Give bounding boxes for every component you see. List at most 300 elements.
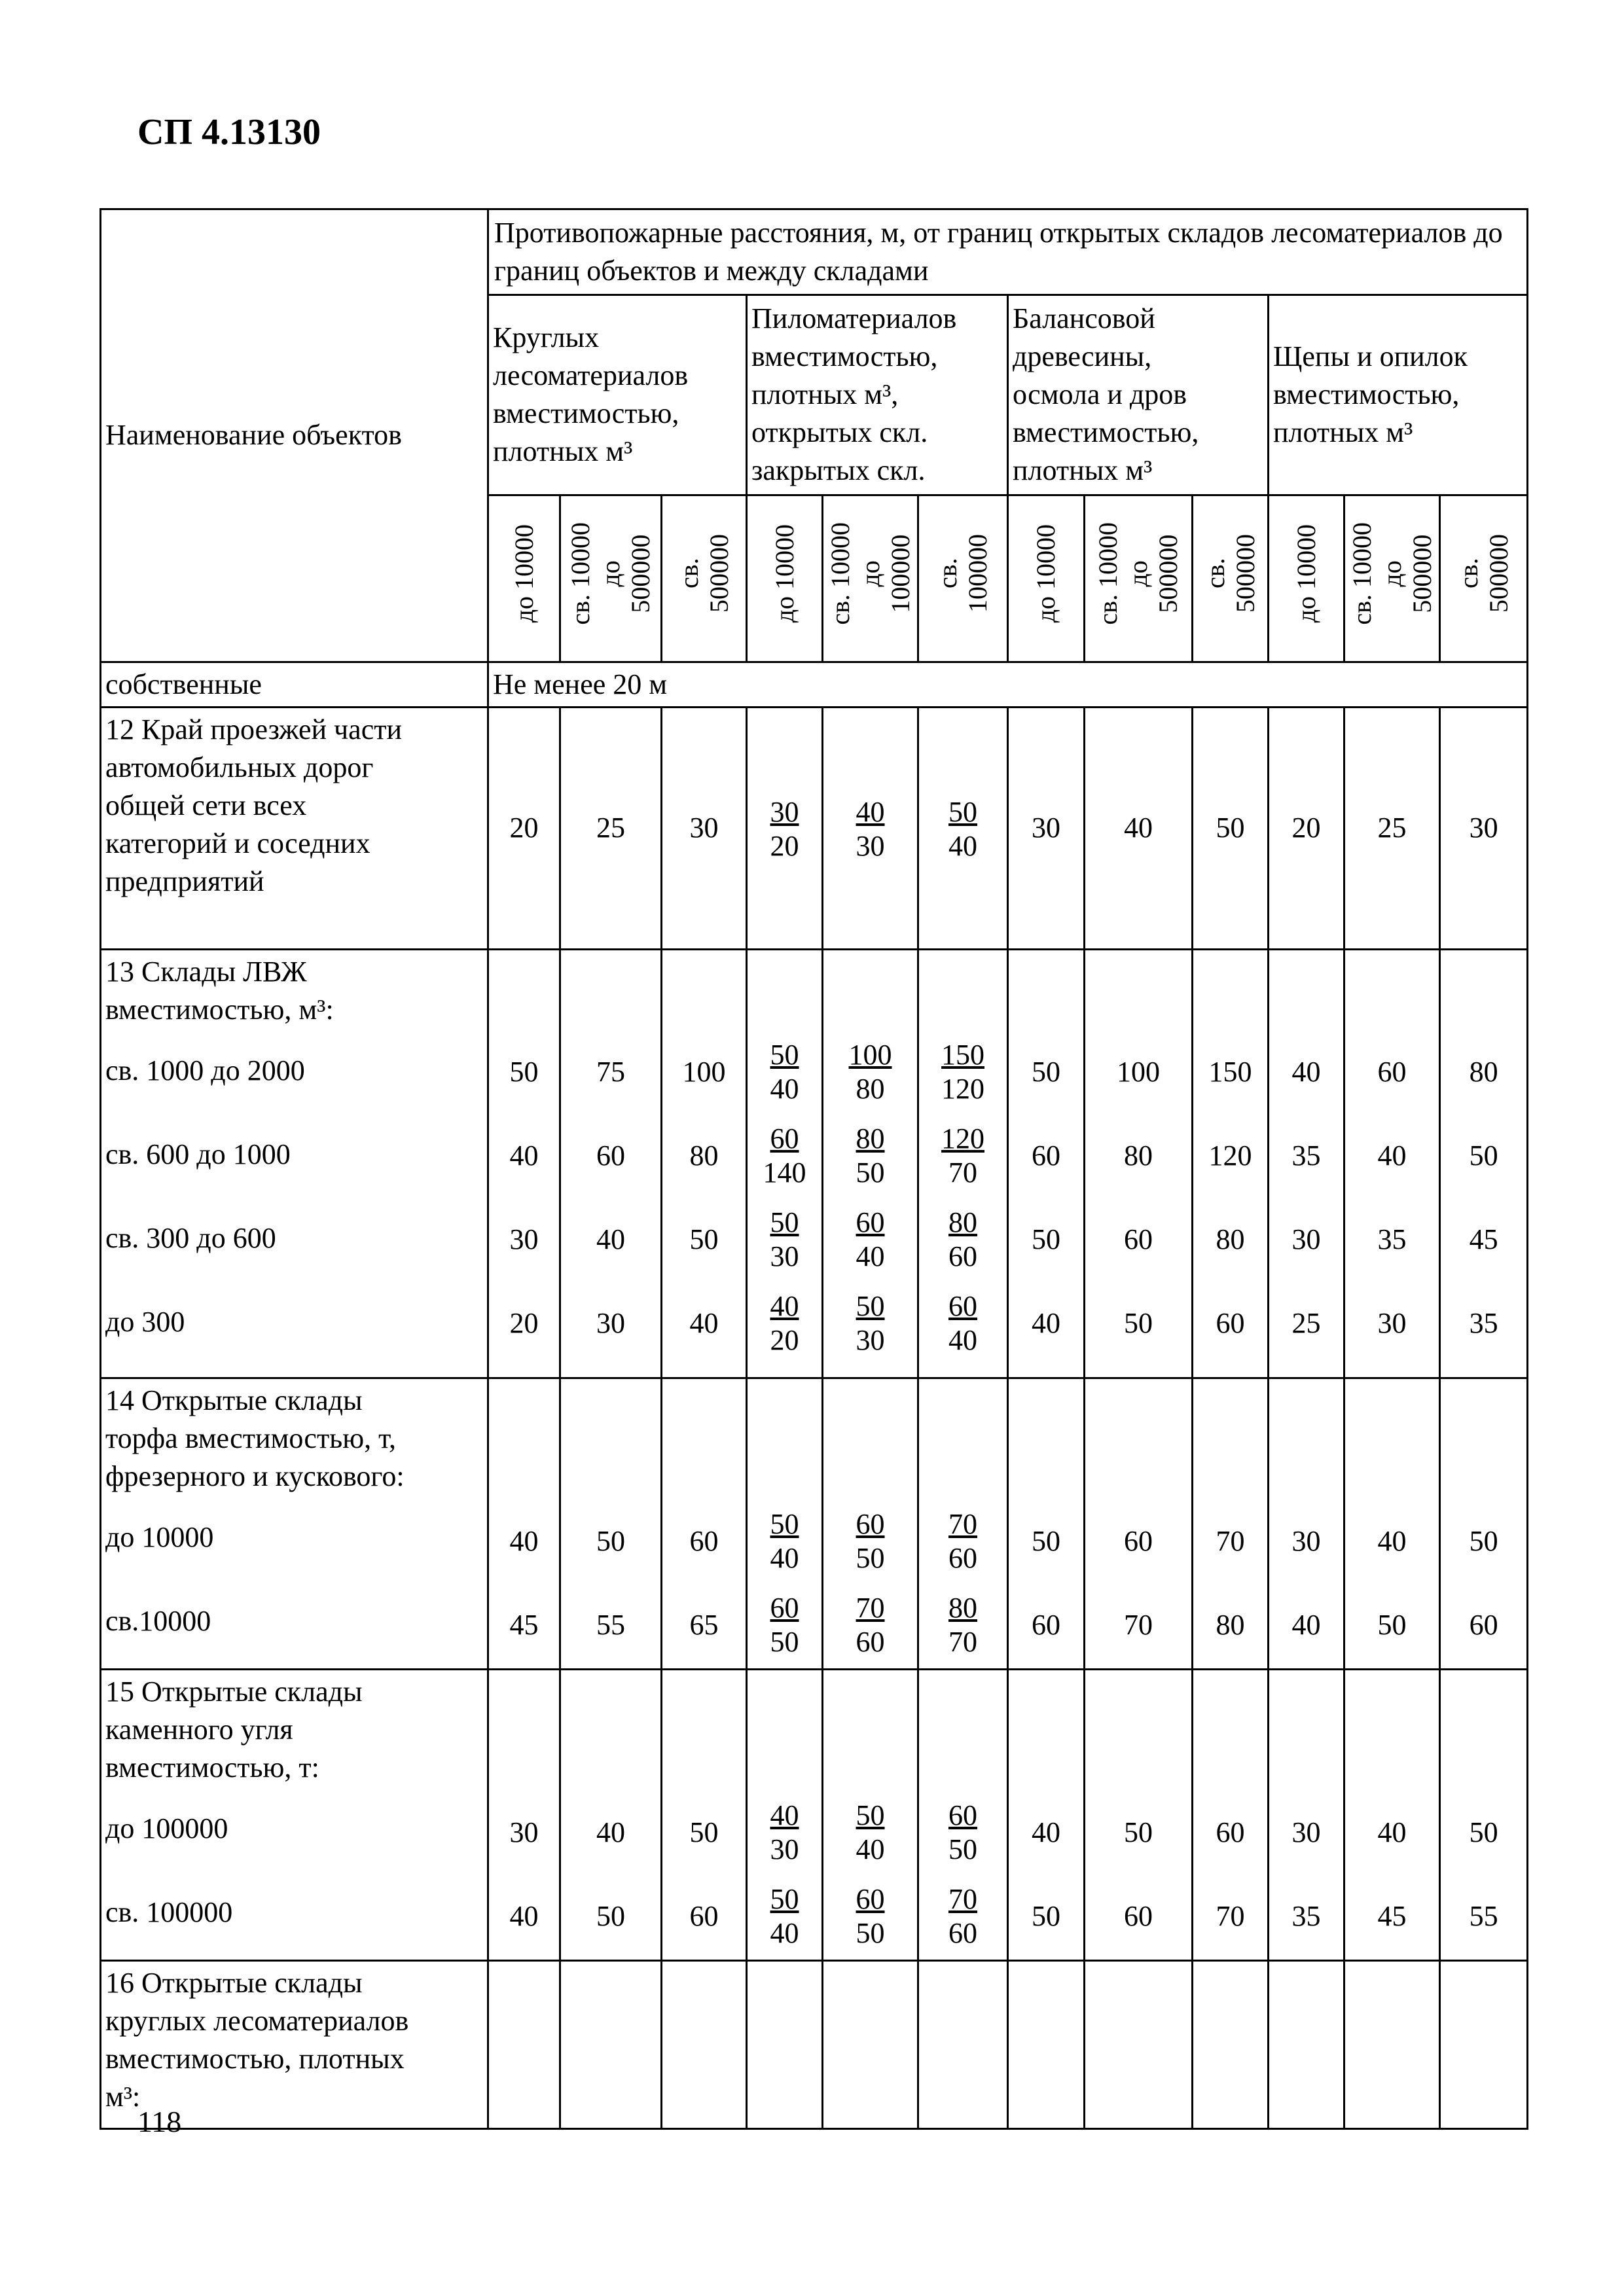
distance-value: 50: [509, 1055, 539, 1088]
distance-value: 50: [1124, 1306, 1153, 1339]
distance-value: 40: [1377, 1524, 1407, 1557]
subrow-label-text: до 10000: [105, 1520, 214, 1553]
distance-open: 50: [770, 1882, 799, 1915]
distance-closed: 30: [856, 1323, 885, 1356]
capacity-subheader-text: св. 500000: [674, 534, 734, 613]
distance-closed: 50: [948, 1833, 977, 1865]
table-cell: [1085, 1960, 1193, 2128]
table-cell: [747, 1669, 823, 1960]
distance-value: 25: [596, 812, 625, 844]
table-subcell: [748, 1030, 821, 1114]
distance-open: 80: [948, 1591, 977, 1624]
table-subcell: [919, 1583, 1007, 1667]
table-subcell: [1269, 1791, 1343, 1874]
distance-open: 80: [856, 1122, 885, 1155]
distance-open: 60: [770, 1122, 799, 1155]
distance-value: 50: [1124, 1816, 1153, 1848]
subrow-label: [105, 1787, 483, 1871]
distance-value: 30: [689, 812, 719, 844]
table-cell: [560, 1669, 662, 1960]
table-subcell: [1269, 1583, 1343, 1667]
group-header-line: Круглых: [493, 321, 600, 354]
table-subcell: [1193, 1583, 1267, 1667]
distance-value: 70: [1216, 1899, 1245, 1932]
table-cell: [918, 707, 1008, 949]
distance-value: 80: [1124, 1139, 1153, 1172]
distance-value: 60: [1124, 1899, 1153, 1932]
subrow-label-text: св.10000: [105, 1604, 211, 1637]
distance-fraction: [770, 795, 799, 863]
row-label-row15: [101, 1669, 488, 1960]
table-subcell: [561, 1583, 660, 1667]
distance-open: 60: [856, 1882, 885, 1915]
capacity-subheader-text: до 10000: [509, 524, 539, 623]
table-subcell: [1269, 1874, 1343, 1958]
table-subcell: [823, 1114, 917, 1198]
row-title-line: вместимостью, м³:: [105, 993, 334, 1026]
table-subcell: [561, 1198, 660, 1282]
table-subcell: [748, 1791, 821, 1874]
distance-value: 30: [1377, 1306, 1407, 1339]
distance-fraction: [763, 1122, 806, 1190]
subrow-label-text: до 300: [105, 1305, 185, 1338]
table-subcell: [748, 1874, 821, 1958]
distance-fraction: [856, 1507, 885, 1575]
table-subcell: [561, 1114, 660, 1198]
table-subcell: [1269, 1030, 1343, 1114]
document-code: СП 4.13130: [137, 112, 321, 152]
table-subcell: [489, 1198, 559, 1282]
page-number: 118: [137, 2105, 182, 2138]
table-subcell: [489, 1583, 559, 1667]
distance-value: 60: [689, 1899, 719, 1932]
distance-value: 55: [1469, 1899, 1498, 1932]
distance-fraction: [770, 1289, 799, 1357]
table-subcell: [1193, 1198, 1267, 1282]
table-cell: [1008, 1378, 1085, 1669]
table-subcell: [1345, 1114, 1439, 1198]
row-label-line: автомобильных дорог: [105, 751, 374, 783]
capacity-subheader-text: св. 500000: [1200, 534, 1260, 613]
distance-value: 20: [1291, 812, 1321, 844]
distance-closed: 50: [856, 1916, 885, 1949]
distance-fraction: [856, 1799, 885, 1867]
distance-fraction: [770, 1507, 799, 1575]
group-header: [1269, 295, 1528, 495]
table-subcell: [823, 1282, 917, 1365]
distance-fraction: [948, 1289, 977, 1357]
distance-closed: 80: [856, 1072, 885, 1105]
row-label-own: собственные: [101, 662, 488, 707]
distance-fraction: [770, 1591, 799, 1659]
table-cell: [1085, 1378, 1193, 1669]
distance-open: 50: [770, 1507, 799, 1540]
table-cell: [823, 949, 918, 1378]
row-title-line: 13 Склады ЛВЖ: [105, 955, 307, 988]
distance-fraction: [770, 1882, 799, 1950]
table-cell: [1193, 1378, 1269, 1669]
group-header-line: вместимостью,: [1273, 378, 1460, 411]
distance-value: 80: [1216, 1223, 1245, 1255]
table-subcell: [823, 1791, 917, 1874]
capacity-subheader: [747, 495, 823, 662]
distance-open: 40: [856, 795, 885, 828]
table-subcell: [1085, 1791, 1191, 1874]
table-subcell: [1269, 1198, 1343, 1282]
capacity-subheader-text: св. 10000 до 500000: [1346, 522, 1437, 625]
row-label-line: 12 Край проезжей части: [105, 713, 403, 745]
table-subcell: [561, 1874, 660, 1958]
distance-closed: 60: [948, 1916, 977, 1949]
distance-value: 60: [1216, 1306, 1245, 1339]
table-subcell: [561, 1791, 660, 1874]
distance-open: 40: [770, 1799, 799, 1831]
table-subcell: [919, 1874, 1007, 1958]
capacity-subheader: [1440, 495, 1528, 662]
distance-value: 40: [1032, 1816, 1060, 1848]
distance-open: 60: [770, 1591, 799, 1624]
table-subcell: [919, 1791, 1007, 1874]
table-cell: [662, 707, 747, 949]
table-cell: [488, 949, 560, 1378]
distance-value: 60: [1216, 1816, 1245, 1848]
distance-value: 20: [509, 812, 539, 844]
table-subcell: [1085, 1874, 1191, 1958]
table-subcell: [662, 1791, 746, 1874]
table-cell: [1440, 1960, 1528, 2128]
capacity-subheader: [1269, 495, 1344, 662]
capacity-subheader: [918, 495, 1008, 662]
distance-value: 30: [1291, 1816, 1321, 1848]
subrow-label: [105, 1579, 483, 1663]
table-subcell: [919, 1198, 1007, 1282]
table-subcell: [662, 1114, 746, 1198]
row-label-line: вместимостью, плотных: [105, 2042, 405, 2075]
table-subcell: [561, 1499, 660, 1583]
table-subcell: [1345, 1030, 1439, 1114]
table-subcell: [489, 1499, 559, 1583]
subrow-label-text: св. 300 до 600: [105, 1221, 276, 1254]
distance-value: 80: [1469, 1055, 1498, 1088]
table-subcell: [1193, 1791, 1267, 1874]
distance-open: 50: [770, 1206, 799, 1238]
table-subcell: [489, 1030, 559, 1114]
row-value-own: Не менее 20 м: [488, 662, 1528, 707]
table-cell: [560, 707, 662, 949]
table-subcell: [662, 1030, 746, 1114]
distance-value: 70: [1124, 1608, 1153, 1641]
distance-fraction: [770, 1038, 799, 1106]
group-header-line: Балансовой: [1013, 302, 1155, 335]
distance-value: 120: [1208, 1139, 1252, 1172]
distance-value: 40: [1377, 1139, 1407, 1172]
table-cell: [560, 949, 662, 1378]
table-subcell: [662, 1198, 746, 1282]
table-subcell: [1193, 1030, 1267, 1114]
distance-open: 150: [941, 1038, 984, 1071]
table-subcell: [489, 1874, 559, 1958]
group-header-line: плотных м³,: [751, 378, 899, 411]
distance-value: 40: [509, 1899, 539, 1932]
distance-value: 100: [1117, 1055, 1160, 1088]
row-title-line: фрезерного и кускового:: [105, 1460, 405, 1492]
table-subcell: [1345, 1282, 1439, 1365]
group-header-line: Пиломатериалов: [751, 302, 957, 335]
table-subcell: [1345, 1198, 1439, 1282]
row-label-line: 16 Открытые склады: [105, 1966, 363, 1999]
distance-closed: 40: [770, 1072, 799, 1105]
distance-closed: 140: [763, 1156, 806, 1189]
distance-fraction: [856, 1289, 885, 1357]
distance-fraction: [849, 1038, 892, 1106]
distance-value: 40: [1291, 1608, 1321, 1641]
table-cell: [823, 1669, 918, 1960]
distance-fraction: [948, 1507, 977, 1575]
table-cell: [1440, 949, 1528, 1378]
distance-fraction: [941, 1122, 984, 1190]
distance-closed: 60: [856, 1625, 885, 1658]
table-cell: [918, 1669, 1008, 1960]
table-cell: [918, 1378, 1008, 1669]
distance-value: 60: [1032, 1608, 1060, 1641]
table-subcell: [1345, 1499, 1439, 1583]
distance-closed: 60: [948, 1541, 977, 1574]
distance-fraction: [856, 1206, 885, 1274]
table-subcell: [1009, 1499, 1083, 1583]
distance-value: 50: [596, 1524, 625, 1557]
distance-value: 25: [1291, 1306, 1321, 1339]
distance-open: 80: [948, 1206, 977, 1238]
distance-value: 60: [1377, 1055, 1407, 1088]
table-cell: [1008, 1669, 1085, 1960]
table-subcell: [1085, 1198, 1191, 1282]
distance-value: 30: [1469, 812, 1498, 844]
table-cell: [1193, 1960, 1269, 2128]
table-cell: [662, 1960, 747, 2128]
subrow-label: [105, 1196, 483, 1280]
table-cell: [662, 1378, 747, 1669]
distance-fraction: [770, 1206, 799, 1274]
table-subcell: [1269, 1282, 1343, 1365]
distance-value: 40: [689, 1306, 719, 1339]
table-subcell: [1009, 1198, 1083, 1282]
distance-open: 50: [856, 1799, 885, 1831]
capacity-subheader: [560, 495, 662, 662]
subrow-label-text: св. 100000: [105, 1895, 233, 1928]
table-cell: [918, 949, 1008, 1378]
distance-value: 50: [1032, 1055, 1060, 1088]
group-header-line: плотных м³: [1273, 416, 1413, 449]
group-header-line: плотных м³: [493, 435, 633, 468]
table-subcell: [1193, 1499, 1267, 1583]
distance-value: 30: [509, 1223, 539, 1255]
distance-value: 70: [1216, 1524, 1245, 1557]
distance-value: 30: [1291, 1223, 1321, 1255]
distance-closed: 50: [770, 1625, 799, 1658]
distance-open: 70: [856, 1591, 885, 1624]
row-title-line: каменного угля: [105, 1713, 293, 1746]
table-subcell: [1009, 1282, 1083, 1365]
distance-value: 60: [1032, 1139, 1060, 1172]
distance-value: 50: [596, 1899, 625, 1932]
capacity-subheader: [1344, 495, 1440, 662]
table-cell: [1344, 1669, 1440, 1960]
distance-fraction: [856, 1591, 885, 1659]
group-header-line: открытых скл.: [751, 416, 928, 449]
table-cell: [823, 1960, 918, 2128]
table-subcell: [1441, 1499, 1526, 1583]
distance-value: 40: [1291, 1055, 1321, 1088]
group-header-line: Щепы и опилок: [1273, 340, 1468, 373]
table-subcell: [1085, 1499, 1191, 1583]
row-label-line: круглых лесоматериалов: [105, 2004, 409, 2037]
table-subcell: [823, 1030, 917, 1114]
table-cell: [1269, 1960, 1344, 2128]
capacity-subheader: [1193, 495, 1269, 662]
distance-fraction: [948, 1799, 977, 1867]
table-subcell: [1009, 1791, 1083, 1874]
table-cell: [747, 1960, 823, 2128]
table-cell: [1440, 1669, 1528, 1960]
table-subcell: [1441, 1198, 1526, 1282]
table-cell: [1085, 1669, 1193, 1960]
table-cell: [1008, 1960, 1085, 2128]
distance-closed: 40: [770, 1916, 799, 1949]
table-cell: [823, 707, 918, 949]
table-cell: [1008, 707, 1085, 949]
table-subcell: [919, 1282, 1007, 1365]
distance-value: 45: [1469, 1223, 1498, 1255]
distance-value: 40: [1124, 812, 1153, 844]
table-subcell: [748, 1499, 821, 1583]
table-subcell: [1441, 1282, 1526, 1365]
distance-value: 20: [509, 1306, 539, 1339]
table-subcell: [1441, 1791, 1526, 1874]
main-header: Противопожарные расстояния, м, от границ открытых складов лесоматериалов до границ объектов и между складами: [488, 209, 1528, 295]
table-subcell: [1009, 1114, 1083, 1198]
distance-value: 40: [509, 1524, 539, 1557]
distance-value: 45: [1377, 1899, 1407, 1932]
distance-closed: 60: [948, 1240, 977, 1272]
table-cell: [1193, 707, 1269, 949]
distance-open: 40: [770, 1289, 799, 1322]
distance-value: 50: [689, 1816, 719, 1848]
table-cell: [1085, 949, 1193, 1378]
distance-open: 30: [770, 795, 799, 828]
capacity-subheader-text: до 10000: [769, 524, 799, 623]
row-label-16: [101, 1960, 488, 2128]
table-subcell: [748, 1114, 821, 1198]
distance-value: 55: [596, 1608, 625, 1641]
row-label-row14: [101, 1378, 488, 1669]
distance-value: 50: [1377, 1608, 1407, 1641]
group-header-line: закрытых скл.: [751, 454, 926, 487]
group-header-line: осмола и дров: [1013, 378, 1187, 411]
table-subcell: [561, 1030, 660, 1114]
distance-value: 100: [682, 1055, 726, 1088]
table-subcell: [1345, 1583, 1439, 1667]
distance-closed: 30: [770, 1240, 799, 1272]
group-header-line: плотных м³: [1013, 454, 1153, 487]
table-cell: [1269, 1669, 1344, 1960]
table-subcell: [1085, 1583, 1191, 1667]
distance-closed: 30: [856, 829, 885, 862]
capacity-subheader-text: св. 10000 до 100000: [825, 522, 915, 625]
row-label-line: м³:: [105, 2080, 141, 2113]
table-subcell: [1269, 1499, 1343, 1583]
table-cell: [488, 1669, 560, 1960]
distance-closed: 40: [770, 1541, 799, 1574]
table-subcell: [748, 1583, 821, 1667]
distance-value: 40: [1032, 1306, 1060, 1339]
subrow-label: [105, 1113, 483, 1196]
table-cell: [1008, 949, 1085, 1378]
distance-open: 70: [948, 1507, 977, 1540]
distance-value: 50: [689, 1223, 719, 1255]
distance-open: 60: [856, 1206, 885, 1238]
distance-value: 35: [1377, 1223, 1407, 1255]
table-subcell: [1009, 1030, 1083, 1114]
distance-closed: 50: [856, 1541, 885, 1574]
distance-closed: 20: [770, 829, 799, 862]
table-cell: [1344, 949, 1440, 1378]
distance-value: 40: [596, 1816, 625, 1848]
table-cell: [488, 1960, 560, 2128]
distance-open: 60: [948, 1799, 977, 1831]
subrow-label-text: до 100000: [105, 1812, 228, 1844]
group-header-line: лесоматериалов: [493, 359, 689, 392]
table-subcell: [1441, 1114, 1526, 1198]
distance-fraction: [770, 1799, 799, 1867]
table-subcell: [823, 1198, 917, 1282]
subrow-label-text: св. 600 до 1000: [105, 1138, 291, 1170]
distance-value: 35: [1291, 1899, 1321, 1932]
distance-value: 80: [689, 1139, 719, 1172]
subrow-label: [105, 1029, 483, 1113]
group-header-line: вместимостью,: [493, 397, 679, 430]
table-subcell: [1193, 1282, 1267, 1365]
distance-closed: 50: [856, 1156, 885, 1189]
group-header: [488, 295, 747, 495]
table-cell: [823, 1378, 918, 1669]
capacity-subheader: [1008, 495, 1085, 662]
table-cell: [662, 949, 747, 1378]
table-cell: [918, 1960, 1008, 2128]
distance-value: 50: [1469, 1816, 1498, 1848]
distance-fraction: [948, 1882, 977, 1950]
table-subcell: [662, 1874, 746, 1958]
distance-value: 45: [509, 1608, 539, 1641]
distance-open: 60: [856, 1507, 885, 1540]
table-subcell: [1269, 1114, 1343, 1198]
table-subcell: [662, 1282, 746, 1365]
table-subcell: [1193, 1114, 1267, 1198]
table-subcell: [489, 1791, 559, 1874]
distance-value: 150: [1208, 1055, 1252, 1088]
distance-value: 50: [1469, 1524, 1498, 1557]
table-cell: [662, 1669, 747, 1960]
capacity-subheader-text: св. 10000 до 500000: [566, 522, 655, 625]
table-cell: [560, 1378, 662, 1669]
distance-value: 50: [1032, 1223, 1060, 1255]
distance-value: 35: [1291, 1139, 1321, 1172]
table-subcell: [1085, 1282, 1191, 1365]
table-cell: [1344, 707, 1440, 949]
row-title-line: вместимостью, т:: [105, 1751, 319, 1784]
table-subcell: [1009, 1874, 1083, 1958]
distance-value: 35: [1469, 1306, 1498, 1339]
distance-fraction: [941, 1038, 984, 1106]
